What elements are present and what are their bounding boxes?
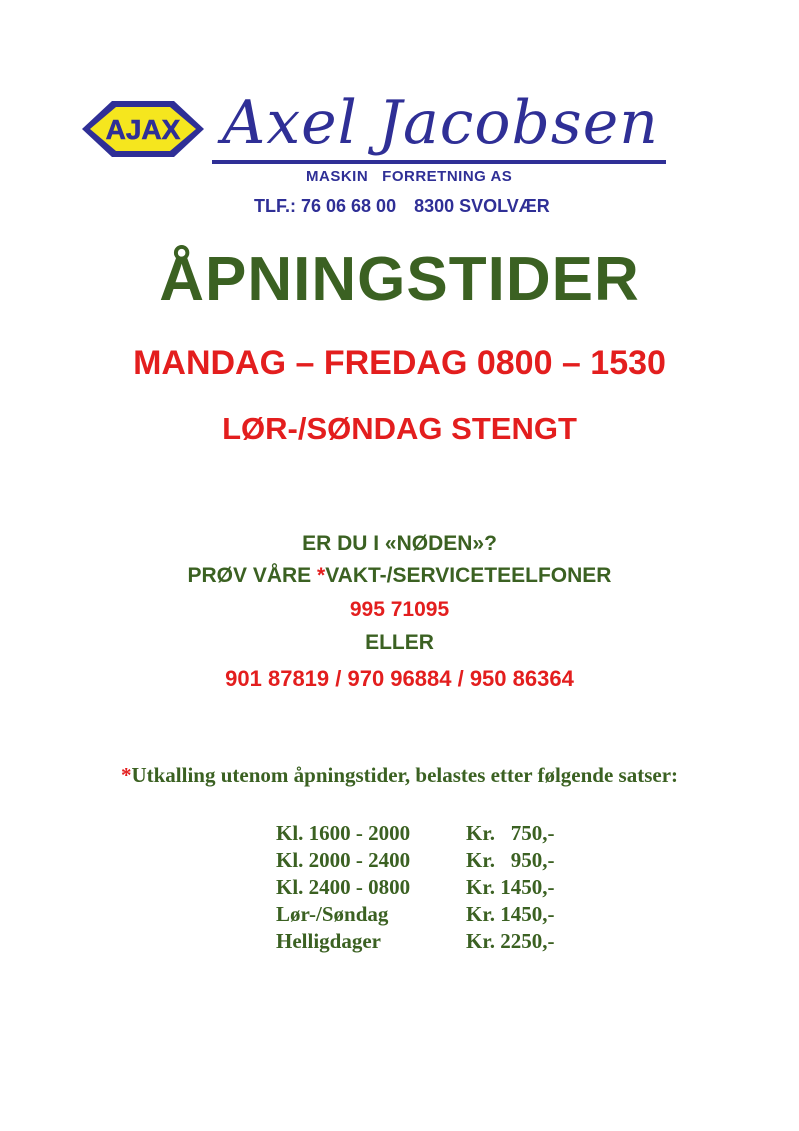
company-postal: 8300 SVOLVÆR [414,196,550,216]
emergency-instruction-prefix: PRØV VÅRE [187,564,318,587]
logo-underline [212,160,666,164]
page-title: ÅPNINGSTIDER [159,245,640,314]
asterisk-mark: * [120,763,132,787]
emergency-other-numbers: 901 87819 / 970 96884 / 950 86364 [225,666,574,691]
ajax-logo-text: AJAX [105,114,181,145]
ajax-logo [78,98,208,160]
emergency-question: ER DU I «NØDEN»? [302,532,497,555]
asterisk-mark: * [317,564,326,587]
emergency-instruction [0,564,799,588]
rate-time: Kl. 1600 - 2000 [276,821,411,845]
rate-row [276,901,554,928]
emergency-or: ELLER [365,631,434,654]
rates-table [276,820,554,955]
rate-price: Kr. 1450,- [466,902,555,926]
rate-row [276,928,554,955]
rate-row [276,874,554,901]
weekend-hours: LØR-/SØNDAG STENGT [222,411,577,446]
rate-price: Kr. 1450,- [466,875,555,899]
company-subtitle: MASKIN FORRETNING AS [306,168,513,185]
company-name: Axel Jacobsen [222,88,659,158]
emergency-instruction-rest: VAKT-/SERVICETEELFONER [325,564,612,587]
rate-price: Kr. 750,- [466,821,555,845]
rate-time: Helligdager [276,929,381,953]
emergency-main-number: 995 71095 [349,598,450,621]
rate-row [276,820,554,847]
weekday-hours: MANDAG – FREDAG 0800 – 1530 [133,344,666,382]
rate-row [276,847,554,874]
company-phone: TLF.: 76 06 68 00 [254,196,397,216]
rate-time: Lør-/Søndag [276,902,389,926]
rate-price: Kr. 950,- [466,848,555,872]
callout-footnote [0,763,799,788]
rate-time: Kl. 2000 - 2400 [276,848,411,872]
rate-price: Kr. 2250,- [466,929,555,953]
footnote-text: Utkalling utenom åpningstider, belastes etter følgende satser: [131,763,679,787]
company-contact [254,196,550,217]
rate-time: Kl. 2400 - 0800 [276,875,411,899]
